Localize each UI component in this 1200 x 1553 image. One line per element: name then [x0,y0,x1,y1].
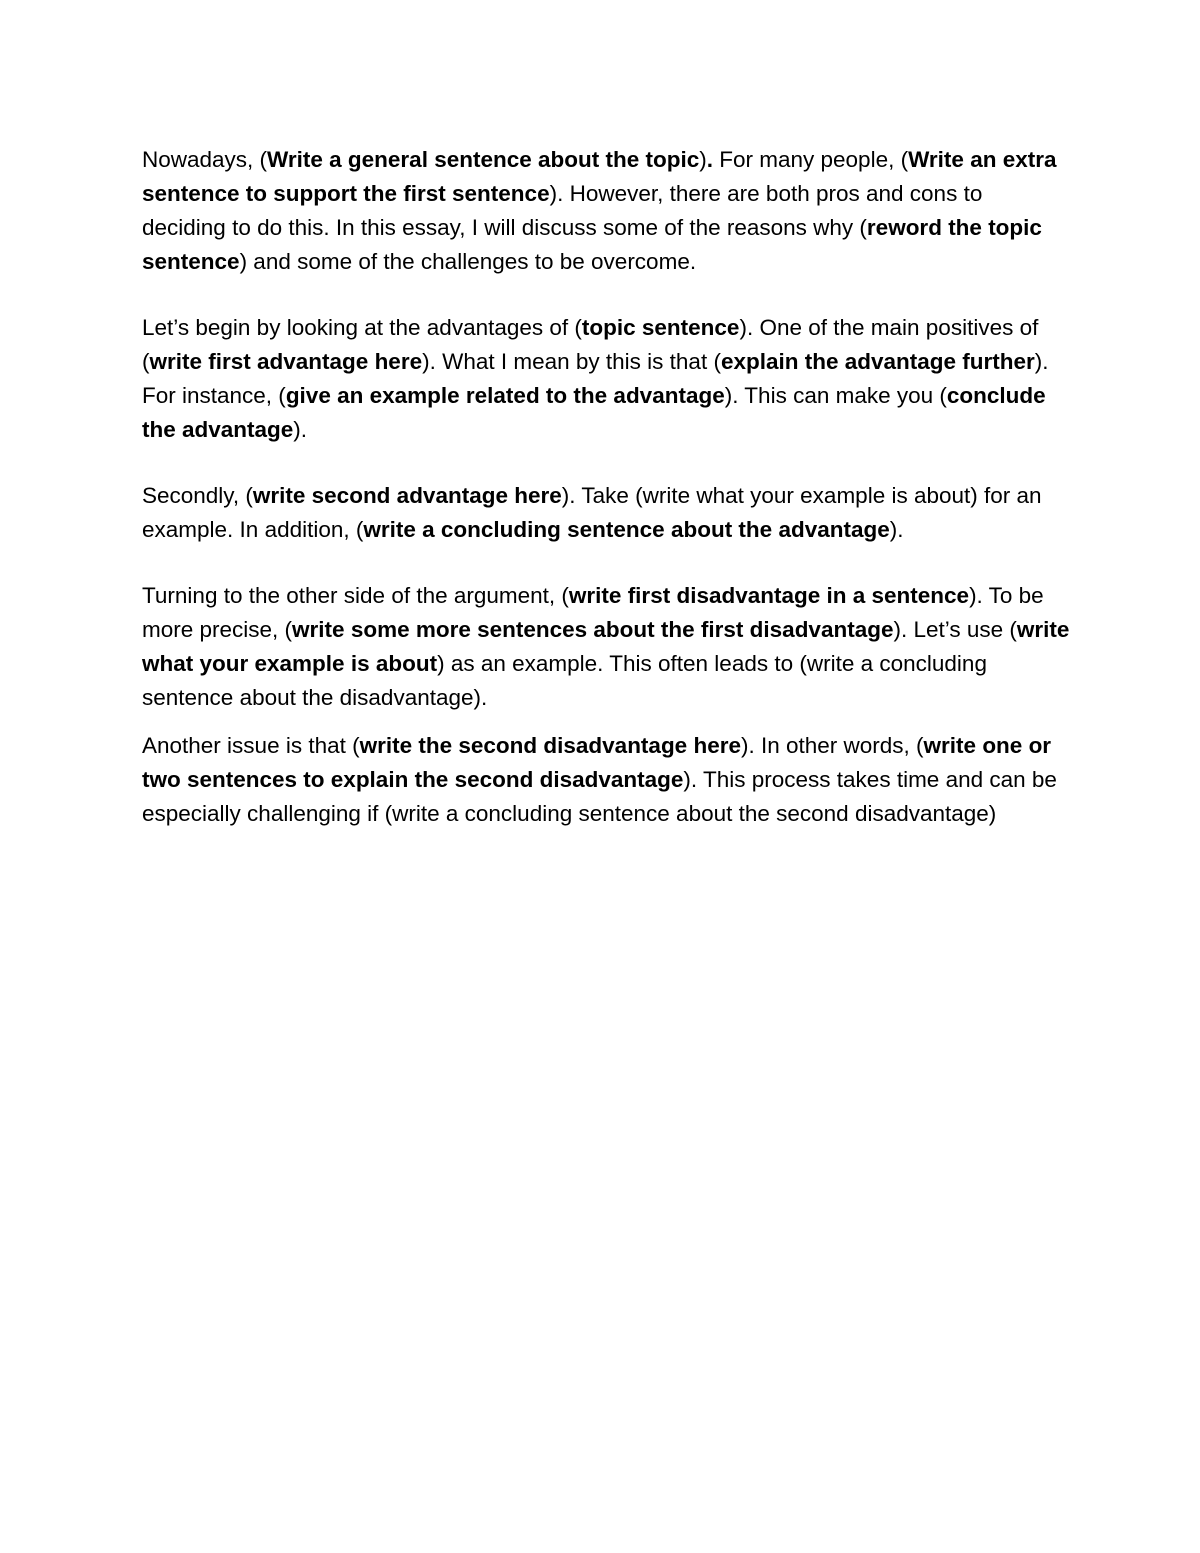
body-text: Nowadays, ( [142,147,268,172]
body-text: ). However, there are both pros and cons to deciding to do this. In this essay, I will discuss some of the reasons why ( [142,181,983,240]
body-text: ) [699,147,707,172]
body-text: Another issue is that ( [142,733,360,758]
body-text: ). This can make you ( [724,383,947,408]
body-text: For many people, ( [719,147,909,172]
bold-instruction-text: write what your example is about [142,617,1070,676]
body-text: ). In other words, ( [740,733,924,758]
body-text: ). Take (write what your example is about) for an example. In addition, ( [142,483,1042,542]
paragraph-first-disadvantage [142,579,1072,715]
paragraph-second-advantage [142,479,1072,547]
bold-instruction-text: topic sentence [581,315,740,340]
bold-instruction-text: write the second disadvantage here [359,733,741,758]
bold-instruction-text: write second advantage here [252,483,562,508]
body-text: ). What I mean by this is that ( [422,349,721,374]
bold-instruction-text: write a concluding sentence about the advantage [363,517,890,542]
bold-instruction-text: write first advantage here [149,349,423,374]
bold-instruction-text: conclude the advantage [142,383,1046,442]
body-text: ). [889,517,904,542]
bold-instruction-text: write some more sentences about the first disadvantage [292,617,894,642]
bold-instruction-text: explain the advantage further [720,349,1035,374]
body-text: ). Let’s use ( [893,617,1017,642]
body-text: ). [293,417,308,442]
bold-instruction-text: write one or two sentences to explain the second disadvantage [142,733,1052,792]
bold-instruction-text: reword the topic sentence [142,215,1042,274]
paragraph-first-advantage [142,311,1072,447]
body-text: Let’s begin by looking at the advantages of ( [142,315,582,340]
bold-instruction-text: . [706,147,720,172]
body-text: Turning to the other side of the argument, ( [142,583,569,608]
body-text: ). One of the main positives of ( [142,315,1039,374]
paragraph-introduction [142,143,1072,279]
bold-instruction-text: give an example related to the advantage [285,383,725,408]
body-text: ) and some of the challenges to be overcome. [239,249,697,274]
document-body [142,143,1072,831]
body-text: ). This process takes time and can be especially challenging if (write a concluding sentence about the second disadvantage) [142,767,1057,826]
body-text: Secondly, ( [142,483,253,508]
body-text: ). For instance, ( [142,349,1049,408]
bold-instruction-text: Write an extra sentence to support the first sentence [142,147,1057,206]
bold-instruction-text: write first disadvantage in a sentence [568,583,970,608]
body-text: ). To be more precise, ( [142,583,1044,642]
body-text: ) as an example. This often leads to (write a concluding sentence about the disadvantage). [142,651,987,710]
paragraph-second-disadvantage [142,729,1072,831]
bold-instruction-text: Write a general sentence about the topic [267,147,700,172]
